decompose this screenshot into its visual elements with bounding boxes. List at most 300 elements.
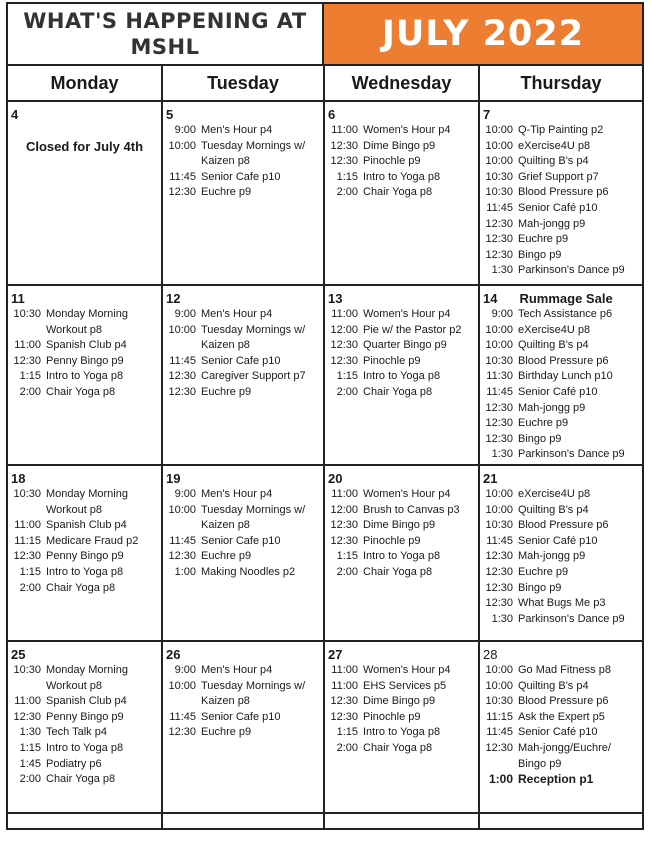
event-name: Ask the Expert p5: [518, 710, 605, 723]
event-item: [483, 772, 639, 788]
day-cell: [163, 286, 325, 464]
day-number: 5: [166, 107, 174, 122]
event-time: 12:00: [330, 323, 358, 336]
event-name: Men's Hour p4: [201, 664, 273, 676]
event-item: [483, 503, 639, 519]
event-item: [483, 369, 639, 385]
day-cell: [325, 466, 480, 640]
event-item: [483, 741, 639, 757]
event-name: Intro to Yoga p8: [363, 726, 441, 739]
event-name: Pinochle p9: [363, 710, 421, 723]
event-time: 9:00: [174, 488, 196, 500]
event-time: 11:45: [169, 354, 196, 367]
event-item: [483, 338, 639, 354]
day-cell: [325, 642, 480, 812]
event-item: [483, 565, 639, 581]
event-time: 10:30: [485, 186, 513, 199]
event-name: Dime Bingo p9: [363, 695, 436, 708]
event-time: 10:00: [485, 155, 513, 168]
day-number-row: [166, 290, 320, 307]
event-name: Senior Cafe p10: [201, 170, 281, 183]
event-item: [166, 185, 320, 201]
event-item: [483, 581, 639, 597]
day-cell: [8, 102, 163, 284]
day-cell: [325, 286, 480, 464]
event-item: [483, 307, 639, 323]
event-time: 12:30: [330, 695, 358, 708]
event-time: 11:15: [14, 534, 41, 547]
event-time: 11:45: [169, 710, 196, 723]
event-item: [483, 139, 639, 155]
event-name: Pinochle p9: [363, 354, 421, 367]
event-item: [166, 487, 320, 503]
event-time: [166, 518, 196, 534]
event-item: [483, 185, 639, 201]
event-name: Quilting B's p4: [518, 155, 589, 168]
event-item: [166, 385, 320, 401]
day-number: 27: [328, 647, 343, 662]
event-item: [328, 565, 475, 581]
event-time: 12:30: [330, 139, 358, 152]
event-name: Penny Bingo p9: [46, 354, 124, 367]
event-name: Monday Morning: [46, 488, 128, 500]
event-item: [11, 663, 158, 679]
event-name: Parkinson's Dance p9: [518, 448, 625, 461]
event-name: Quilting B's p4: [518, 679, 589, 692]
event-name: Chair Yoga p8: [363, 741, 433, 754]
event-time: 1:15: [336, 170, 358, 183]
event-name: Senior Café p10: [518, 534, 598, 547]
event-name: Women's Hour p4: [363, 124, 451, 136]
event-item: [483, 201, 639, 217]
event-item: [483, 549, 639, 565]
event-item: [483, 123, 639, 139]
event-time: 12:30: [330, 519, 358, 532]
day-number-row: [483, 470, 639, 487]
event-time: 12:30: [13, 710, 41, 723]
event-time: 12:30: [485, 581, 513, 594]
event-item: [328, 741, 475, 757]
day-cell: [163, 102, 325, 284]
day-number-row: [328, 646, 475, 663]
day-number: 13: [328, 291, 343, 306]
event-name: Intro to Yoga p8: [363, 550, 441, 563]
calendar-header: [6, 2, 644, 66]
event-time: 11:30: [486, 370, 513, 383]
day-cell: [480, 642, 642, 812]
event-name: Intro to Yoga p8: [46, 741, 124, 754]
event-item: [11, 534, 158, 550]
event-time: 11:00: [331, 488, 358, 500]
header-title-box: [8, 4, 324, 64]
event-time: 12:30: [485, 432, 513, 445]
event-item: [328, 154, 475, 170]
day-cell: [163, 642, 325, 812]
event-time: [166, 694, 196, 710]
event-time: 11:00: [14, 695, 41, 708]
event-item: [11, 323, 158, 339]
event-name: Women's Hour p4: [363, 664, 451, 676]
event-item: [483, 248, 639, 264]
event-name: Mah-jongg p9: [518, 401, 586, 414]
event-item: [166, 354, 320, 370]
event-item: [328, 185, 475, 201]
event-name: Grief Support p7: [518, 170, 599, 183]
event-name: Bingo p9: [518, 432, 562, 445]
event-time: 11:45: [169, 534, 196, 547]
event-item: [483, 385, 639, 401]
event-name: Intro to Yoga p8: [46, 565, 124, 578]
event-name: Tuesday Mornings w/: [201, 323, 306, 336]
event-name: Podiatry p6: [46, 757, 102, 770]
event-name: Pinochle p9: [363, 534, 421, 547]
event-name: eXercise4U p8: [518, 488, 591, 500]
event-time: 10:00: [168, 503, 196, 516]
day-number-row: [11, 106, 158, 123]
event-time: 11:00: [331, 124, 358, 136]
week-row: [8, 102, 642, 286]
event-item: [483, 170, 639, 186]
event-time: [11, 323, 41, 339]
event-name: Senior Cafe p10: [201, 710, 281, 723]
event-item: [328, 503, 475, 519]
event-name: Spanish Club p4: [46, 695, 127, 708]
event-time: 10:30: [485, 519, 513, 532]
event-name: Penny Bingo p9: [46, 550, 124, 563]
event-item: [328, 307, 475, 323]
event-item: [166, 170, 320, 186]
event-name: Medicare Fraud p2: [46, 534, 139, 547]
event-time: 10:00: [485, 503, 513, 516]
event-item: [11, 772, 158, 788]
event-item: [483, 725, 639, 741]
event-name: Tuesday Mornings w/: [201, 503, 306, 516]
event-time: 12:30: [330, 354, 358, 367]
event-name: Bingo p9: [518, 757, 562, 770]
day-number: 6: [328, 107, 336, 122]
event-item: [166, 503, 320, 519]
weekday-header-row: [8, 66, 642, 102]
event-name: Bingo p9: [518, 248, 562, 261]
event-item: [166, 565, 320, 581]
event-time: 1:15: [19, 370, 41, 383]
day-number: 21: [483, 471, 498, 486]
header-month: JULY 2022: [381, 14, 585, 54]
event-time: 10:30: [485, 695, 513, 708]
event-item: [166, 123, 320, 139]
event-time: 12:30: [330, 155, 358, 168]
event-item: [166, 369, 320, 385]
event-time: 12:30: [485, 741, 513, 754]
event-time: 10:30: [485, 354, 513, 367]
footer-cell: [325, 814, 480, 828]
event-item: [166, 139, 320, 155]
day-number: 20: [328, 471, 343, 486]
event-item: [483, 432, 639, 448]
day-cell: [480, 102, 642, 284]
event-name: Monday Morning: [46, 308, 128, 320]
event-time: 1:15: [336, 550, 358, 563]
event-time: 9:00: [174, 124, 196, 136]
event-time: 12:30: [13, 550, 41, 563]
event-name: Euchre p9: [201, 186, 252, 199]
event-name: Senior Café p10: [518, 726, 598, 739]
event-time: 2:00: [336, 565, 358, 578]
event-item: [166, 549, 320, 565]
event-item: [11, 549, 158, 565]
day-number: 25: [11, 647, 26, 662]
day-number-row: [166, 106, 320, 123]
event-name: eXercise4U p8: [518, 323, 591, 336]
event-name: Euchre p9: [201, 726, 252, 739]
event-item: [483, 679, 639, 695]
event-item: [166, 323, 320, 339]
event-name: Men's Hour p4: [201, 488, 273, 500]
event-name: Quarter Bingo p9: [363, 339, 447, 352]
event-name: Blood Pressure p6: [518, 695, 609, 708]
event-item: [328, 549, 475, 565]
event-item: [328, 487, 475, 503]
event-name: Blood Pressure p6: [518, 519, 609, 532]
day-number-row: [483, 646, 639, 663]
day-number-row: [483, 106, 639, 123]
header-month-box: [324, 4, 642, 64]
event-item: [11, 338, 158, 354]
event-item: [483, 154, 639, 170]
event-time: 10:30: [13, 488, 41, 500]
event-name: Caregiver Support p7: [201, 370, 306, 383]
event-item: [483, 323, 639, 339]
event-name: Spanish Club p4: [46, 519, 127, 532]
day-cell: [8, 466, 163, 640]
event-name: Monday Morning: [46, 664, 128, 676]
day-number-row: [328, 470, 475, 487]
event-item: [11, 757, 158, 773]
event-time: 12:30: [168, 370, 196, 383]
event-time: 12:30: [485, 550, 513, 563]
event-item: [328, 139, 475, 155]
event-time: 12:30: [13, 354, 41, 367]
day-number: 11: [11, 291, 25, 306]
event-item: [328, 725, 475, 741]
event-name: Chair Yoga p8: [46, 385, 116, 398]
event-name: Spanish Club p4: [46, 339, 127, 352]
event-name: Birthday Lunch p10: [518, 370, 613, 383]
event-time: 12:30: [485, 417, 513, 430]
event-name: Euchre p9: [518, 565, 569, 578]
event-time: 11:45: [486, 534, 513, 547]
event-time: 12:30: [485, 248, 513, 261]
event-name: Pinochle p9: [363, 155, 421, 168]
event-name: Men's Hour p4: [201, 124, 273, 136]
event-time: 11:00: [331, 679, 358, 692]
event-item: [483, 447, 639, 463]
event-item: [166, 518, 320, 534]
event-name: Pie w/ the Pastor p2: [363, 323, 462, 336]
calendar-grid: [6, 66, 644, 830]
event-item: [166, 307, 320, 323]
day-number: 26: [166, 647, 181, 662]
event-time: 10:00: [485, 664, 513, 676]
event-time: 10:00: [485, 323, 513, 336]
event-item: [11, 307, 158, 323]
day-number: 28: [483, 647, 498, 662]
footer-cell: [163, 814, 325, 828]
event-time: 12:30: [330, 534, 358, 547]
event-name: Tech Assistance p6: [518, 308, 613, 320]
event-time: 12:30: [485, 217, 513, 230]
event-name: Go Mad Fitness p8: [518, 664, 611, 676]
event-name: Q-Tip Painting p2: [518, 124, 604, 136]
event-item: [328, 385, 475, 401]
event-time: 10:30: [13, 308, 41, 320]
event-item: [11, 385, 158, 401]
day-number-row: [11, 646, 158, 663]
event-name: Workout p8: [46, 503, 103, 516]
event-name: Euchre p9: [518, 417, 569, 430]
event-name: eXercise4U p8: [518, 139, 591, 152]
event-item: [166, 154, 320, 170]
week-row: [8, 286, 642, 466]
weekday-thursday: Thursday: [520, 72, 602, 93]
event-time: 12:30: [168, 186, 196, 199]
event-time: 10:00: [168, 679, 196, 692]
event-time: 10:00: [168, 323, 196, 336]
event-time: 10:00: [485, 488, 513, 500]
event-name: Mah-jongg p9: [518, 550, 586, 563]
event-time: 12:30: [485, 401, 513, 414]
header-title: WHAT'S HAPPENING AT MSHL: [23, 9, 307, 59]
event-time: 11:45: [486, 726, 513, 739]
event-name: Brush to Canvas p3: [363, 503, 460, 516]
event-name: Senior Café p10: [518, 201, 598, 214]
event-name: Tech Talk p4: [46, 726, 107, 739]
event-item: [328, 123, 475, 139]
event-item: [483, 518, 639, 534]
event-time: 11:45: [486, 385, 513, 398]
event-time: 10:00: [168, 139, 196, 152]
event-item: [166, 534, 320, 550]
event-time: [11, 679, 41, 695]
day-cell: [8, 286, 163, 464]
event-name: Penny Bingo p9: [46, 710, 124, 723]
event-item: [483, 596, 639, 612]
event-name: Mah-jongg/Euchre/: [518, 741, 611, 754]
event-name: Making Noodles p2: [201, 565, 296, 578]
event-time: 10:00: [485, 124, 513, 136]
event-item: [11, 503, 158, 519]
day-number: 12: [166, 291, 181, 306]
event-name: Senior Cafe p10: [201, 534, 281, 547]
day-highlight: Rummage Sale: [519, 291, 613, 306]
event-time: 12:30: [485, 233, 513, 246]
event-time: 9:00: [174, 308, 196, 320]
event-time: 2:00: [19, 385, 41, 398]
event-time: 12:30: [485, 565, 513, 578]
event-item: [328, 338, 475, 354]
event-time: 12:30: [330, 710, 358, 723]
event-time: 1:30: [491, 612, 513, 625]
event-name: Intro to Yoga p8: [363, 170, 441, 183]
footer-cell: [480, 814, 642, 828]
event-time: 12:30: [485, 597, 513, 610]
event-item: [328, 518, 475, 534]
event-time: 12:00: [330, 503, 358, 516]
event-name: Reception p1: [518, 772, 594, 787]
event-name: Quilting B's p4: [518, 339, 589, 352]
event-time: 11:00: [331, 664, 358, 676]
event-name: Bingo p9: [518, 581, 562, 594]
day-cell: [480, 286, 642, 464]
event-name: Women's Hour p4: [363, 488, 451, 500]
event-name: Men's Hour p4: [201, 308, 273, 320]
weekday-monday: Monday: [8, 66, 163, 100]
event-item: [328, 710, 475, 726]
event-time: 1:15: [19, 565, 41, 578]
event-time: 10:00: [485, 139, 513, 152]
event-name: Chair Yoga p8: [46, 773, 116, 786]
event-item: [166, 679, 320, 695]
event-time: 9:00: [491, 308, 513, 320]
event-name: Women's Hour p4: [363, 308, 451, 320]
week-row: [8, 466, 642, 642]
event-time: 11:45: [169, 170, 196, 183]
event-name: Euchre p9: [201, 385, 252, 398]
event-time: 2:00: [336, 385, 358, 398]
day-number-row: [166, 470, 320, 487]
event-item: [11, 354, 158, 370]
event-item: [328, 170, 475, 186]
day-cell: [480, 466, 642, 640]
event-item: [11, 369, 158, 385]
event-time: 11:00: [14, 519, 41, 532]
event-time: 10:00: [485, 339, 513, 352]
event-item: [483, 232, 639, 248]
event-name: Dime Bingo p9: [363, 519, 436, 532]
day-number: 7: [483, 107, 491, 122]
event-name: Euchre p9: [518, 233, 569, 246]
event-item: [11, 741, 158, 757]
event-time: 10:30: [485, 170, 513, 183]
event-item: [11, 581, 158, 597]
event-item: [328, 694, 475, 710]
event-name: What Bugs Me p3: [518, 597, 606, 610]
event-time: 11:00: [14, 339, 41, 352]
footer-cell: [8, 814, 163, 828]
event-item: [11, 518, 158, 534]
event-time: 1:00: [174, 565, 196, 578]
event-item: [328, 679, 475, 695]
day-cell: [325, 102, 480, 284]
footer-row: [8, 814, 642, 828]
event-item: [483, 487, 639, 503]
event-item: [483, 263, 639, 279]
event-name: Parkinson's Dance p9: [518, 612, 625, 625]
event-item: [11, 565, 158, 581]
event-name: Blood Pressure p6: [518, 186, 609, 199]
event-item: [166, 694, 320, 710]
event-time: 2:00: [19, 581, 41, 594]
event-time: 2:00: [336, 186, 358, 199]
event-name: Chair Yoga p8: [363, 565, 433, 578]
day-number: 19: [166, 471, 181, 486]
event-item: [328, 534, 475, 550]
event-name: Quilting B's p4: [518, 503, 589, 516]
event-time: 2:00: [336, 741, 358, 754]
event-name: Kaizen p8: [201, 155, 250, 168]
event-time: 1:30: [491, 264, 513, 277]
event-time: 1:15: [336, 370, 358, 383]
